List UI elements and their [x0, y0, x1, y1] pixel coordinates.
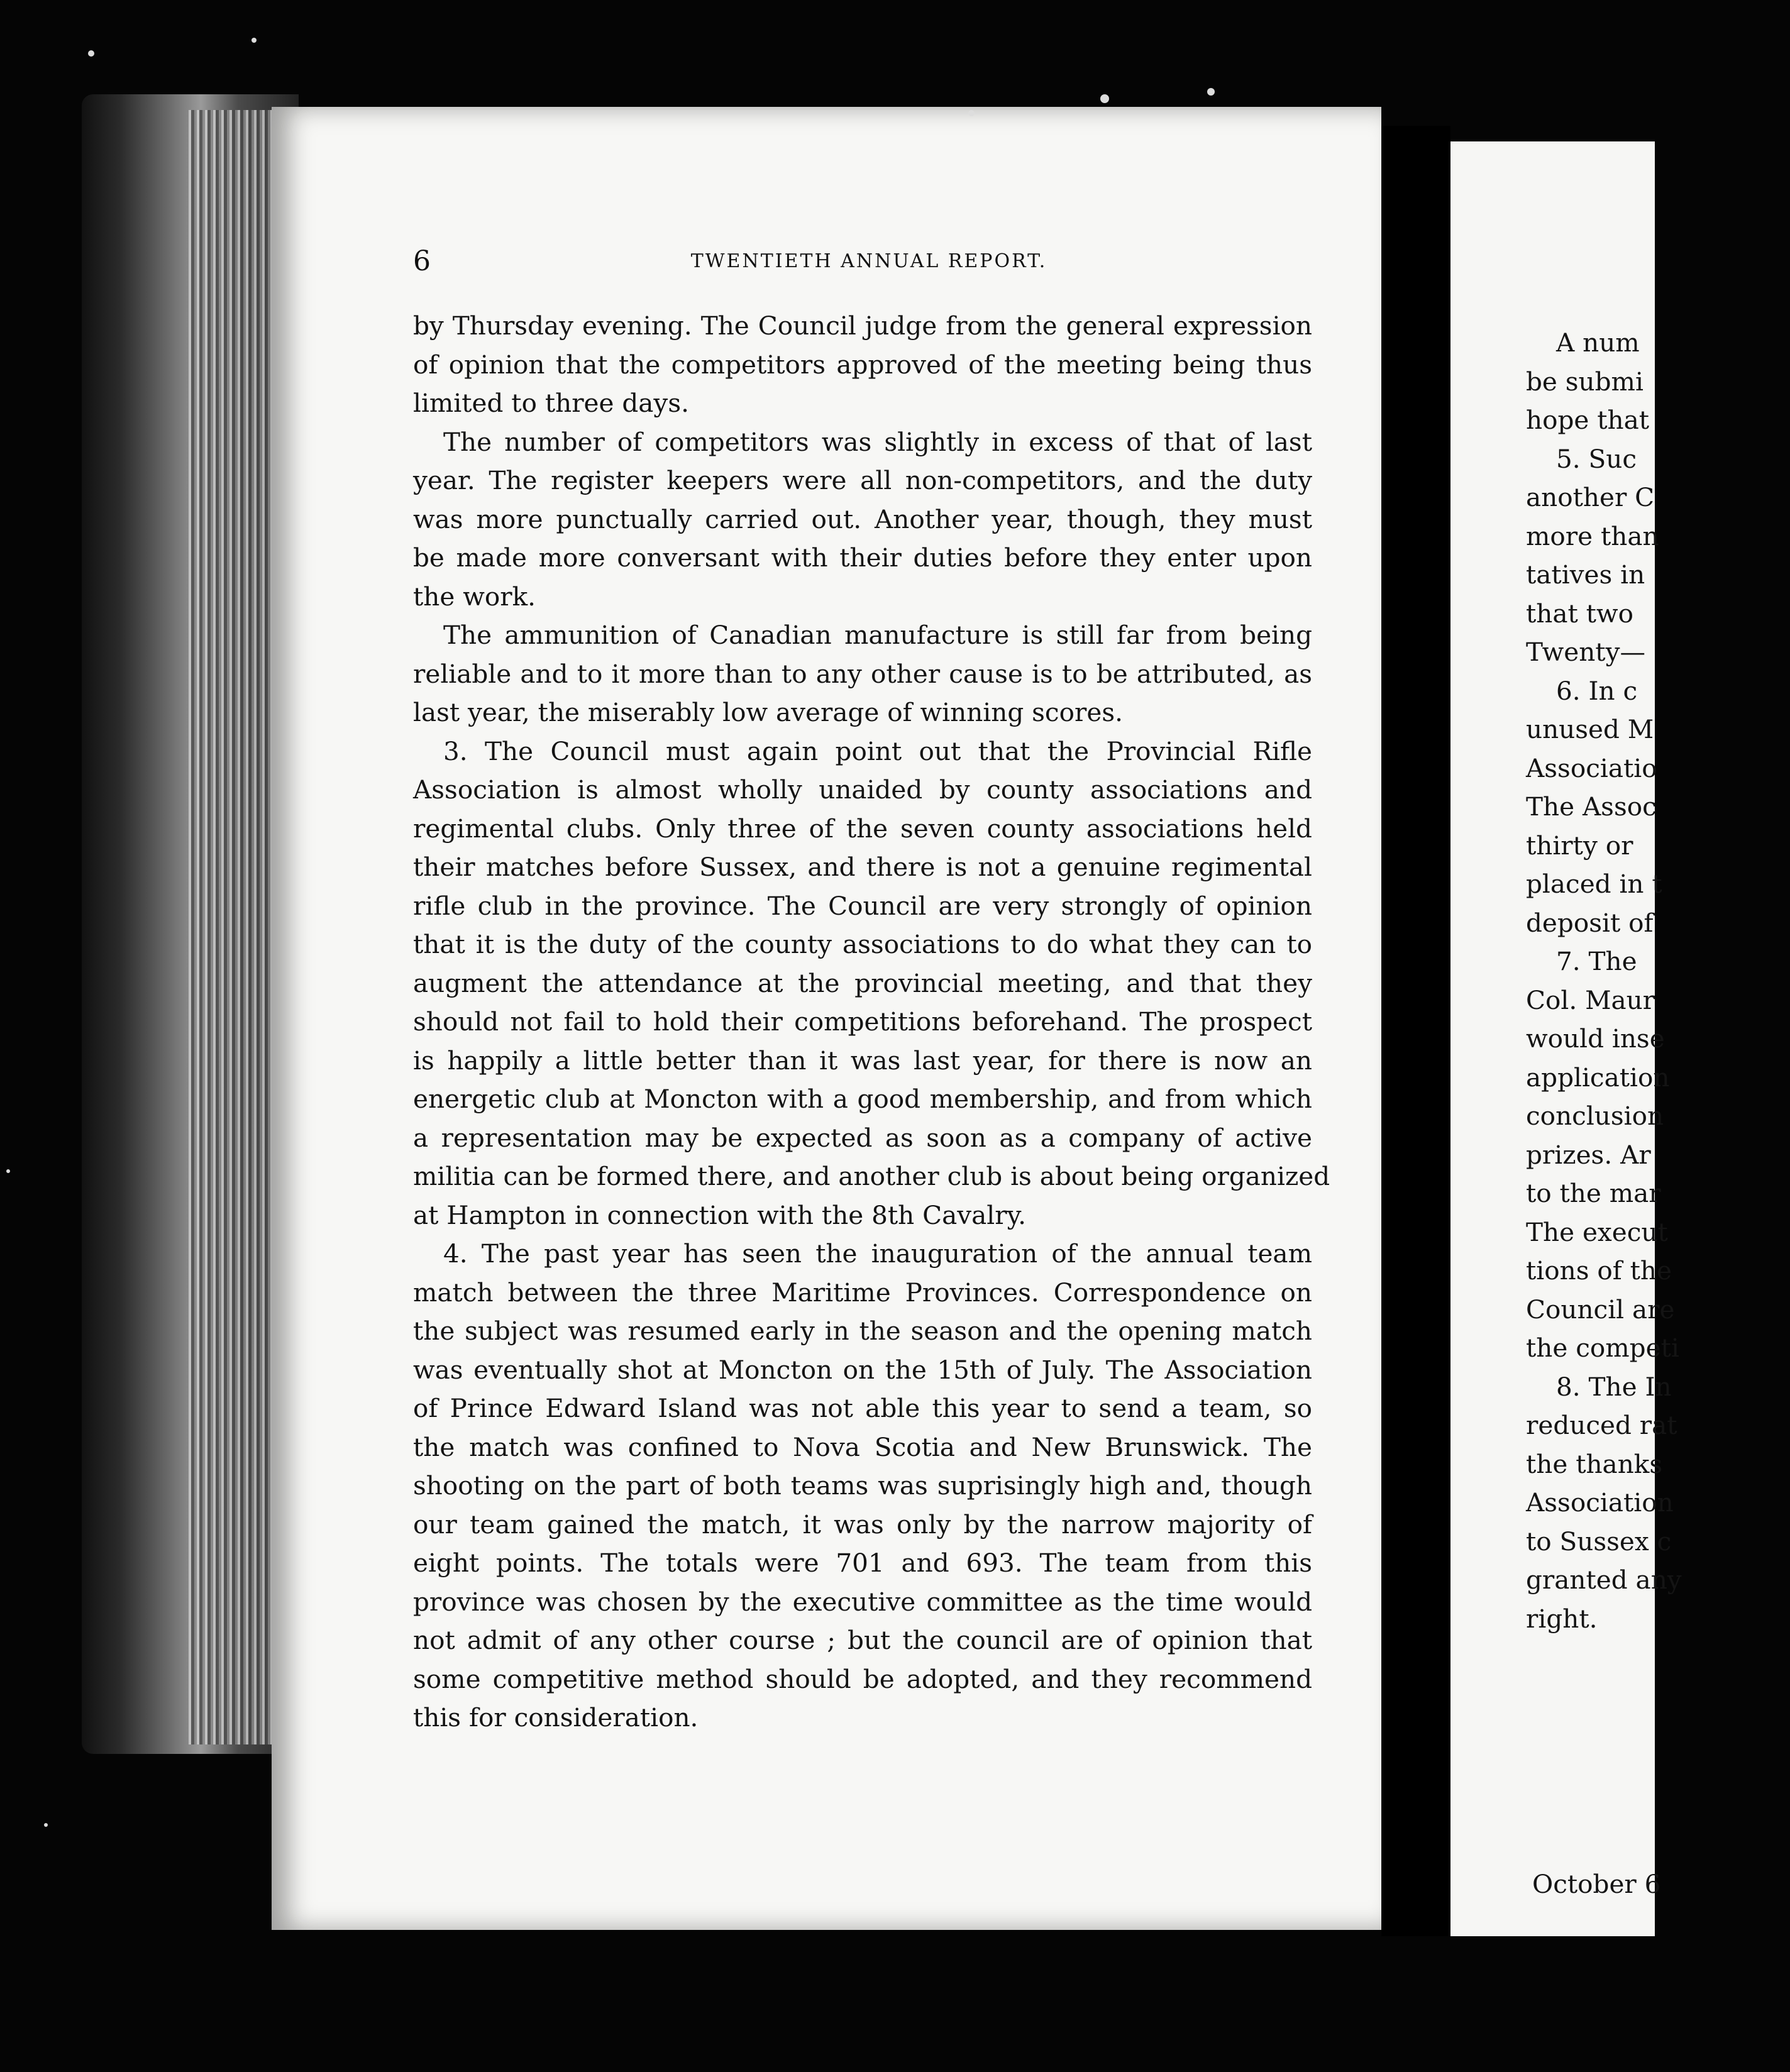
text-line: the subject was resumed early in the season and the opening match [413, 1316, 1312, 1346]
text-line: not admit of any other course ; but the council are of opinion that [413, 1625, 1312, 1655]
text-line: 8. The In [1556, 1371, 1672, 1402]
text-line: the match was confined to Nova Scotia and New Brunswick. The [413, 1431, 1312, 1462]
page-number: 6 [413, 245, 431, 277]
text-line: at Hampton in connection with the 8th Cavalry. [413, 1199, 1026, 1230]
text-line: year. The register keepers were all non-competitors, and the duty [413, 465, 1312, 495]
text-line: eight points. The totals were 701 and 693. The team from this [413, 1548, 1312, 1578]
text-line: last year, the miserably low average of winning scores. [413, 697, 1123, 727]
text-line: some competitive method should be adopted, and they recommend [413, 1663, 1312, 1694]
text-line: deposit of [1526, 907, 1654, 938]
text-line: the competi [1526, 1333, 1679, 1363]
text-line: of opinion that the competitors approved of the meeting being thus [413, 349, 1312, 380]
text-line: Twenty— [1526, 637, 1645, 667]
text-line: Associatio [1526, 752, 1657, 783]
text-line: match between the three Maritime Provinces. Correspondence on [413, 1277, 1312, 1308]
text-line: application [1526, 1062, 1670, 1093]
gutter [1381, 126, 1450, 1936]
text-line: 3. The Council must again point out that the Provincial Rifle [443, 736, 1312, 766]
text-line: placed in t [1526, 869, 1662, 899]
text-line: reliable and to it more than to any other cause is to be attributed, as [413, 658, 1312, 689]
text-line: thirty or [1526, 830, 1633, 861]
text-line: militia can be formed there, and another club is about being organized [413, 1161, 1330, 1191]
text-line: shooting on the part of both teams was suprisingly high and, though [413, 1470, 1312, 1501]
text-line: tatives in [1526, 559, 1645, 590]
text-line: would inse [1526, 1023, 1665, 1054]
text-line: Col. Maur [1526, 984, 1655, 1015]
running-head: TWENTIETH ANNUAL REPORT. [690, 250, 1047, 272]
text-line: a representation may be expected as soon as a company of active [413, 1122, 1312, 1153]
text-line: The Assoc [1526, 791, 1657, 822]
body-text [413, 307, 1330, 1738]
text-line: augment the attendance at the provincial meeting, and that they [413, 967, 1312, 998]
text-line: The ammunition of Canadian manufacture is still far from being [443, 620, 1312, 650]
text-line: 7. The [1556, 946, 1637, 976]
text-line: 6. In c [1556, 675, 1638, 706]
film-speck [1207, 88, 1215, 96]
text-line: Association [1526, 1487, 1674, 1518]
text-line: rifle club in the province. The Council are very strongly of opinion [413, 890, 1312, 921]
film-speck [1100, 94, 1109, 103]
film-speck [968, 110, 975, 116]
text-line: should not fail to hold their competitions beforehand. The prospect [413, 1006, 1312, 1037]
text-line: prizes. Ar [1526, 1139, 1651, 1170]
text-line: more than [1526, 521, 1659, 551]
text-line: our team gained the match, it was only by the narrow majority of [413, 1509, 1312, 1540]
text-line: was more punctually carried out. Another year, though, they must [413, 504, 1312, 534]
text-line: the work. [413, 581, 536, 612]
text-line: A num [1556, 328, 1640, 358]
text-line: The number of competitors was slightly in excess of that of last [443, 426, 1312, 457]
text-line: tions of the [1526, 1255, 1672, 1286]
text-line: this for consideration. [413, 1702, 699, 1733]
text-line: to Sussex c [1526, 1526, 1672, 1557]
text-line: 5. Suc [1556, 443, 1637, 474]
text-line: The execut [1526, 1216, 1668, 1247]
text-line: of Prince Edward Island was not able this year to send a team, so [413, 1393, 1312, 1423]
text-line: their matches before Sussex, and there is not a genuine regimental [413, 852, 1312, 882]
page-header [413, 245, 1325, 283]
text-line: unused M [1526, 714, 1654, 744]
text-line: regimental clubs. Only three of the seven county associations held [413, 813, 1312, 844]
text-line: 4. The past year has seen the inauguration of the annual team [443, 1238, 1312, 1269]
text-line: is happily a little better than it was last year, for there is now an [413, 1045, 1312, 1076]
text-line: another C [1526, 482, 1655, 512]
text-line: limited to three days. [413, 388, 689, 418]
film-speck [251, 38, 257, 43]
text-line: reduced rat [1526, 1410, 1677, 1440]
right-page [1450, 141, 1682, 1936]
text-line: to the mar [1526, 1178, 1661, 1208]
right-page-text [1526, 324, 1790, 1638]
left-page [272, 107, 1381, 1930]
text-line: the thanks [1526, 1448, 1663, 1479]
film-speck [6, 1169, 10, 1173]
right-page-date: October 6 [1532, 1869, 1661, 1899]
film-speck [88, 50, 94, 57]
text-line: province was chosen by the executive committee as the time would [413, 1586, 1312, 1617]
text-line: was eventually shot at Moncton on the 15th of July. The Association [413, 1354, 1312, 1385]
text-line: Council are [1526, 1294, 1675, 1325]
text-line: right. [1526, 1603, 1598, 1634]
text-line: that it is the duty of the county associations to do what they can to [413, 929, 1312, 959]
text-line: by Thursday evening. The Council judge from the general expression [413, 311, 1312, 341]
text-line: that two [1526, 598, 1633, 629]
text-line: Association is almost wholly unaided by county associations and [413, 774, 1312, 805]
text-line: granted any [1526, 1565, 1682, 1595]
text-line: be made more conversant with their duties before they enter upon [413, 543, 1312, 573]
text-line: conclusion [1526, 1101, 1664, 1131]
text-line: energetic club at Moncton with a good membership, and from which [413, 1084, 1312, 1114]
film-speck [44, 1823, 48, 1827]
text-line: hope that [1526, 405, 1650, 435]
text-line: be submi [1526, 366, 1644, 397]
